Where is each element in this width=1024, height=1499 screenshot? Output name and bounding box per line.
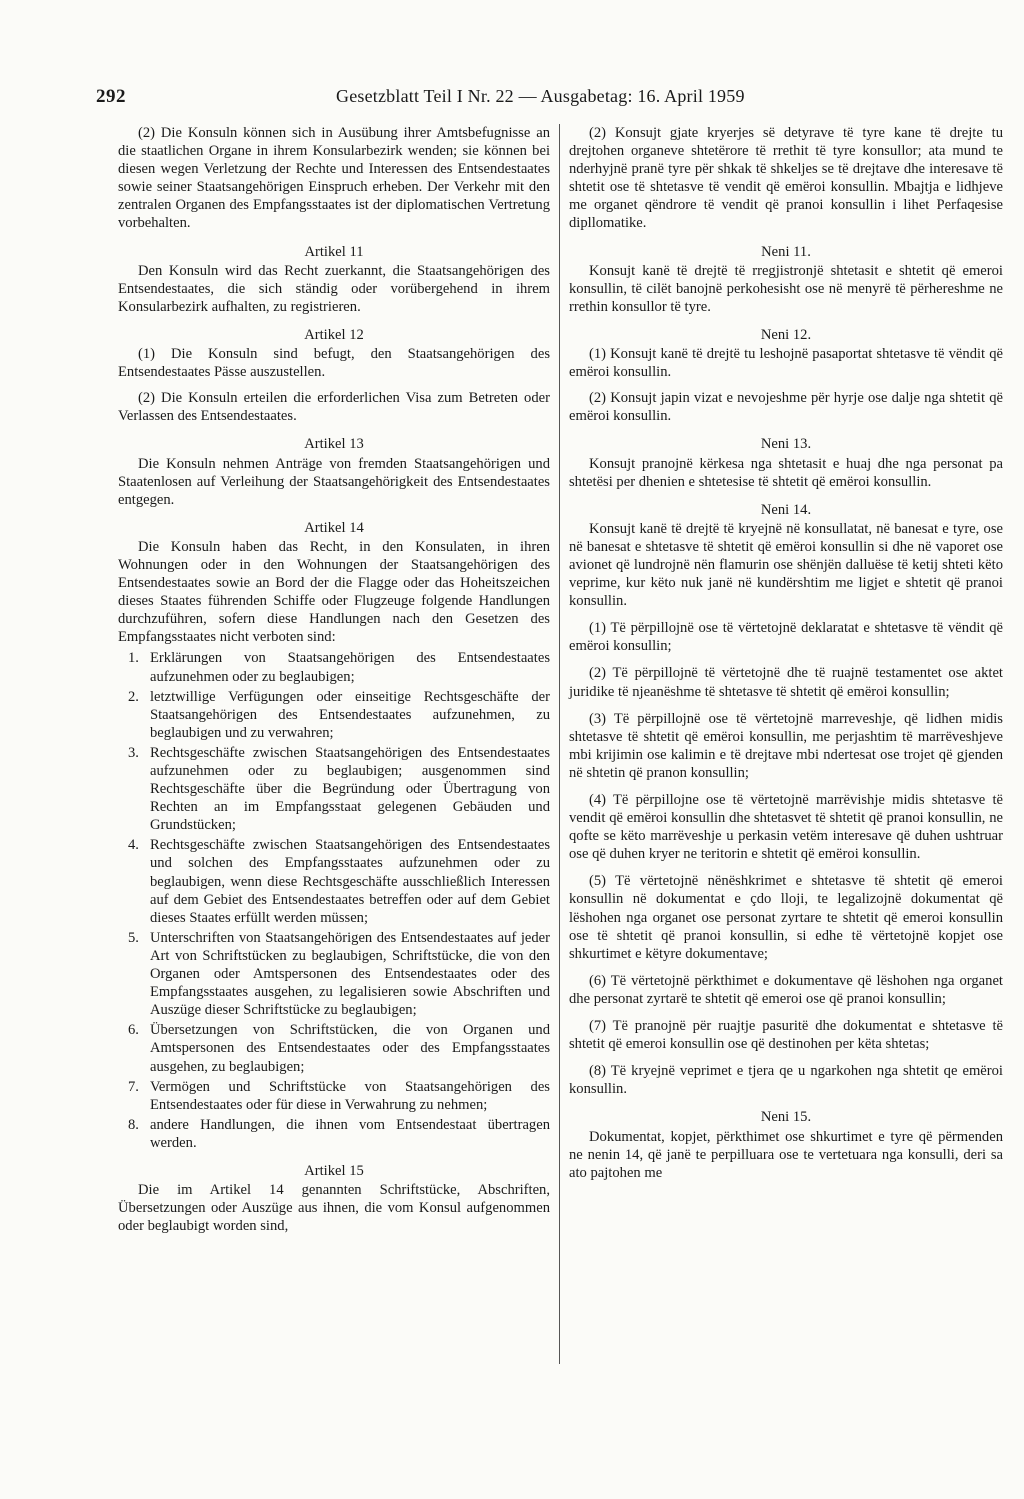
neni-14-item: (2) Të përpillojnë të vërtetojnë dhe të ruajnë testamentet ose aktet juridike të njeanëshme të shtetasve të shtetit që emëroi konsullin; (569, 665, 1003, 700)
article-15-heading: Artikel 15 (304, 1162, 364, 1179)
neni-13-heading: Neni 13. (760, 436, 812, 453)
page-number: 292 (96, 86, 126, 107)
neni-12-heading: Neni 12. (760, 326, 812, 343)
article-11-text: Den Konsuln wird das Recht zuerkannt, die Staatsangehörigen des Entsendestaates, die sich ständig oder vorübergehend in ihrem Konsularbezirk aufhalten, zu registrieren. (118, 262, 550, 315)
neni-14-item: (5) Të vërtetojnë nënëshkrimet e shtetasve të shtetit që emeroi konsullin në dokumentat e çdo lloji, te legalizojnë dokumentat që lëshohen nga organet ose personat zyrtare te shtetit që emeroi konsullin ose të shtetit që pranoi konsullin, si edhe të vërtetojnë kopjet ose shkurtimet e këtyre dokumentave; (569, 873, 1003, 962)
neni-15-text: Dokumentat, kopjet, përkthimet ose shkurtimet e tyre që përmenden ne nenin 14, që janë te perpilluara ose te vertetuara nga konsulli, deri sa ato pajtohen me (569, 1128, 1003, 1181)
albanian-intro-paragraph: (2) Konsujt gjate kryerjes së detyrave të tyre kane të drejte tu drejtohen organeve shtetërore të rrethit të tyre konsullor; ata mund te nderhyjnë pranë tyre për shkak të shkeljes se të drejtave dhe interesave të shtetit ose të shtetasve të vendit që emëroi konsullin. Mbajtja e lidhjeve me organet qëndrore të vendit që pranoi konsullin i lihet Perfaqesise dipllomatike. (569, 125, 1003, 232)
item-text: Erklärungen von Staatsangehörigen des Entsendestaates aufzunehmen oder zu beglaubigen; (150, 650, 550, 685)
gazette-title: Gesetzblatt Teil I Nr. 22 — Ausgabetag: 16. April 1959 (336, 86, 745, 106)
item-text: letztwillige Verfügungen oder einseitige Rechtsgeschäfte der Staatsangehörigen des Entsendestaates aufzunehmen, zu beglaubigen und zu verwahren; (150, 688, 550, 741)
german-column (118, 124, 550, 1243)
item-number: 3. (128, 744, 139, 761)
article-14-heading: Artikel 14 (304, 519, 364, 536)
albanian-column (569, 124, 1003, 1190)
item-number: 7. (128, 1078, 139, 1095)
item-text: Unterschriften von Staatsangehörigen des Entsendestaates auf jeder Art von Schriftstücken zu beglaubigen, Schriftstücke, die von den Organen oder Amtspersonen des Entsendestaates oder des Empfangsstaates ausgehen, zu legalisieren sowie Abschriften und Auszüge dieser Schriftstücke zu beglaubigen; (150, 929, 550, 1019)
neni-15-heading: Neni 15. (760, 1109, 812, 1126)
neni-14-item: (4) Të përpillojne ose të vërtetojnë marrëvishje midis shtetasve të vendit që emëroi konsullin dhe shtetasvet të shtetit që pranoi konsullin, ne qofte se këto marrëveshje u perkasin vetëm interesave që duhen ushtruar ose që duhen kryer ne teritorin e shtetit që emëroi konsullin. (569, 792, 1003, 863)
item-number: 6. (128, 1022, 139, 1039)
item-text: andere Handlungen, die ihnen vom Entsendestaat übertragen werden. (150, 1116, 550, 1151)
item-text: Vermögen und Schriftstücke von Staatsangehörigen des Entsendestaates oder für diese in Verwahrung zu nehmen; (150, 1078, 550, 1113)
article-14-item (118, 929, 550, 1019)
neni-12-paragraph-1: (1) Konsujt kanë të drejtë tu leshojnë pasaportat shtetasve të vëndit që emëroi konsullin. (569, 346, 1003, 381)
neni-13-text: Konsujt pranojnë kërkesa nga shtetasit e huaj dhe nga personat pa shtetësi per dhenien e shtetesise të shtetit që emëroi konsullin. (569, 455, 1003, 490)
article-12-paragraph-1: (1) Die Konsuln sind befugt, den Staatsangehörigen des Entsendestaates Pässe auszustellen. (118, 346, 550, 381)
neni-11-heading: Neni 11. (761, 243, 811, 260)
german-intro-paragraph: (2) Die Konsuln können sich in Ausübung ihrer Amtsbefugnisse an die staatlichen Organe in ihrem Konsularbezirk wenden; sie können bei diesen wegen Verletzung der Rechte und Interessen des Entsendestaates sowie seiner Staatsangehörigen Einspruch erheben. Der Verkehr mit den zentralen Organen des Empfangsstaates ist der diplomatischen Vertretung vorbehalten. (118, 125, 550, 232)
article-13-text: Die Konsuln nehmen Anträge von fremden Staatsangehörigen und Staatenlosen auf Verleihung der Staatsangehörigkeit des Entsendestaates entgegen. (118, 455, 550, 508)
article-12-heading: Artikel 12 (304, 326, 364, 343)
neni-11-text: Konsujt kanë të drejtë të rregjistronjë shtetasit e shtetit që emeroi konsullin, të cilët banojnë perkohesisht ose në menyrë të përhereshme ne rrethin konsullor të tyre. (569, 262, 1003, 315)
item-text: Rechtsgeschäfte zwischen Staatsangehörigen des Entsendestaates und solchen des Empfangsstaates aufzunehmen oder zu beglaubigen, wenn diese Rechtsgeschäfte ausschließlich Interessen auf dem Gebiet des Entsendestaates betreffen oder auf dem Gebiet dieses Staates erfüllt werden müssen; (150, 837, 550, 926)
article-14-item (118, 688, 550, 742)
neni-14-item: (3) Të përpillojnë ose të vërtetojnë marreveshje, që lidhen midis shtetasve të shtetit që emëroi konsullin, me perjashtim të marrëveshjeve mbi krijimin ose kalimin e të drejtave mbi ndertesat ose trojet që gjenden në shtetin që pranon konsullin; (569, 710, 1003, 781)
item-text: Übersetzungen von Schriftstücken, die von Organen und Amtspersonen des Entsendestaates oder des Empfangsstaates ausgehen, zu beglaubigen; (150, 1022, 550, 1075)
column-divider (559, 124, 560, 1364)
article-15-text: Die im Artikel 14 genannten Schriftstücke, Abschriften, Übersetzungen oder Auszüge aus ihnen, die vom Konsul aufgenommen oder beglaubigt worden sind, (118, 1182, 550, 1235)
article-13-heading: Artikel 13 (304, 436, 364, 453)
neni-14-item: (6) Të vërtetojnë përkthimet e dokumentave që lëshohen nga organet dhe personat zyrtarë te shtetit që emeroi ose që pranoi konsullin; (569, 972, 1003, 1007)
article-12-paragraph-2: (2) Die Konsuln erteilen die erforderlichen Visa zum Betreten oder Verlassen des Entsendestaates. (118, 390, 550, 425)
item-number: 8. (128, 1116, 139, 1133)
neni-12-paragraph-2: (2) Konsujt japin vizat e nevojeshme për hyrje ose dalje nga shtetit që emëroi konsullin. (569, 390, 1003, 425)
item-text: Rechtsgeschäfte zwischen Staatsangehörigen des Entsendestaates aufzunehmen oder zu beglaubigen; ausgenommen sind Rechtsgeschäfte über die Begründung oder Übertragung von Rechten an im Empfangsstaat gelegenen Gebäuden und Grundstücken; (150, 744, 550, 834)
item-number: 2. (128, 688, 139, 705)
article-14-intro: Die Konsuln haben das Recht, in den Konsulaten, in ihren Wohnungen oder in den Wohnungen der Staatsangehörigen des Entsendestaates sowie an Bord der die Flagge oder das Hoheitszeichen dieses Staates führenden Schiffe oder Flugzeuge folgende Handlungen durchzuführen, sofern diese Handlungen nach den Gesetzen des Empfangsstaates nicht verboten sind: (118, 538, 550, 646)
neni-14-item: (1) Të përpillojnë ose të vërtetojnë deklaratat e shtetasve të vëndit që emëroi konsullin; (569, 620, 1003, 655)
neni-14-heading: Neni 14. (760, 501, 812, 518)
item-number: 5. (128, 929, 139, 946)
neni-14-item: (8) Të kryejnë veprimet e tjera qe u ngarkohen nga shtetit qe emëroi konsullin. (569, 1063, 1003, 1098)
article-14-item (118, 744, 550, 834)
article-14-item (118, 1021, 550, 1075)
article-14-item (118, 649, 550, 685)
neni-14-item: (7) Të pranojnë për ruajtje pasuritë dhe dokumentat e shtetasve të shtetit që emeroi konsullin ose që destinohen per këta shtetas; (569, 1018, 1003, 1053)
item-number: 4. (128, 837, 139, 854)
item-number: 1. (128, 650, 139, 667)
article-14-item (118, 1116, 550, 1152)
article-14-item (118, 1078, 550, 1114)
neni-14-intro: Konsujt kanë të drejtë të kryejnë në konsullatat, në banesat e tyre, ose në banesat e shtetasve të shtetit që emëroi konsullin si dhe në vaporet ose avionet që lundrojnë nën flamurin ose shënjën dalluëse të ketij shteti këto veprime, kur këto nuk janë në kundërshtim me ligjet e shtetit që pranoi konsullin. (569, 520, 1003, 610)
page-header (96, 86, 996, 112)
article-14-item (118, 836, 550, 926)
article-11-heading: Artikel 11 (304, 243, 364, 260)
